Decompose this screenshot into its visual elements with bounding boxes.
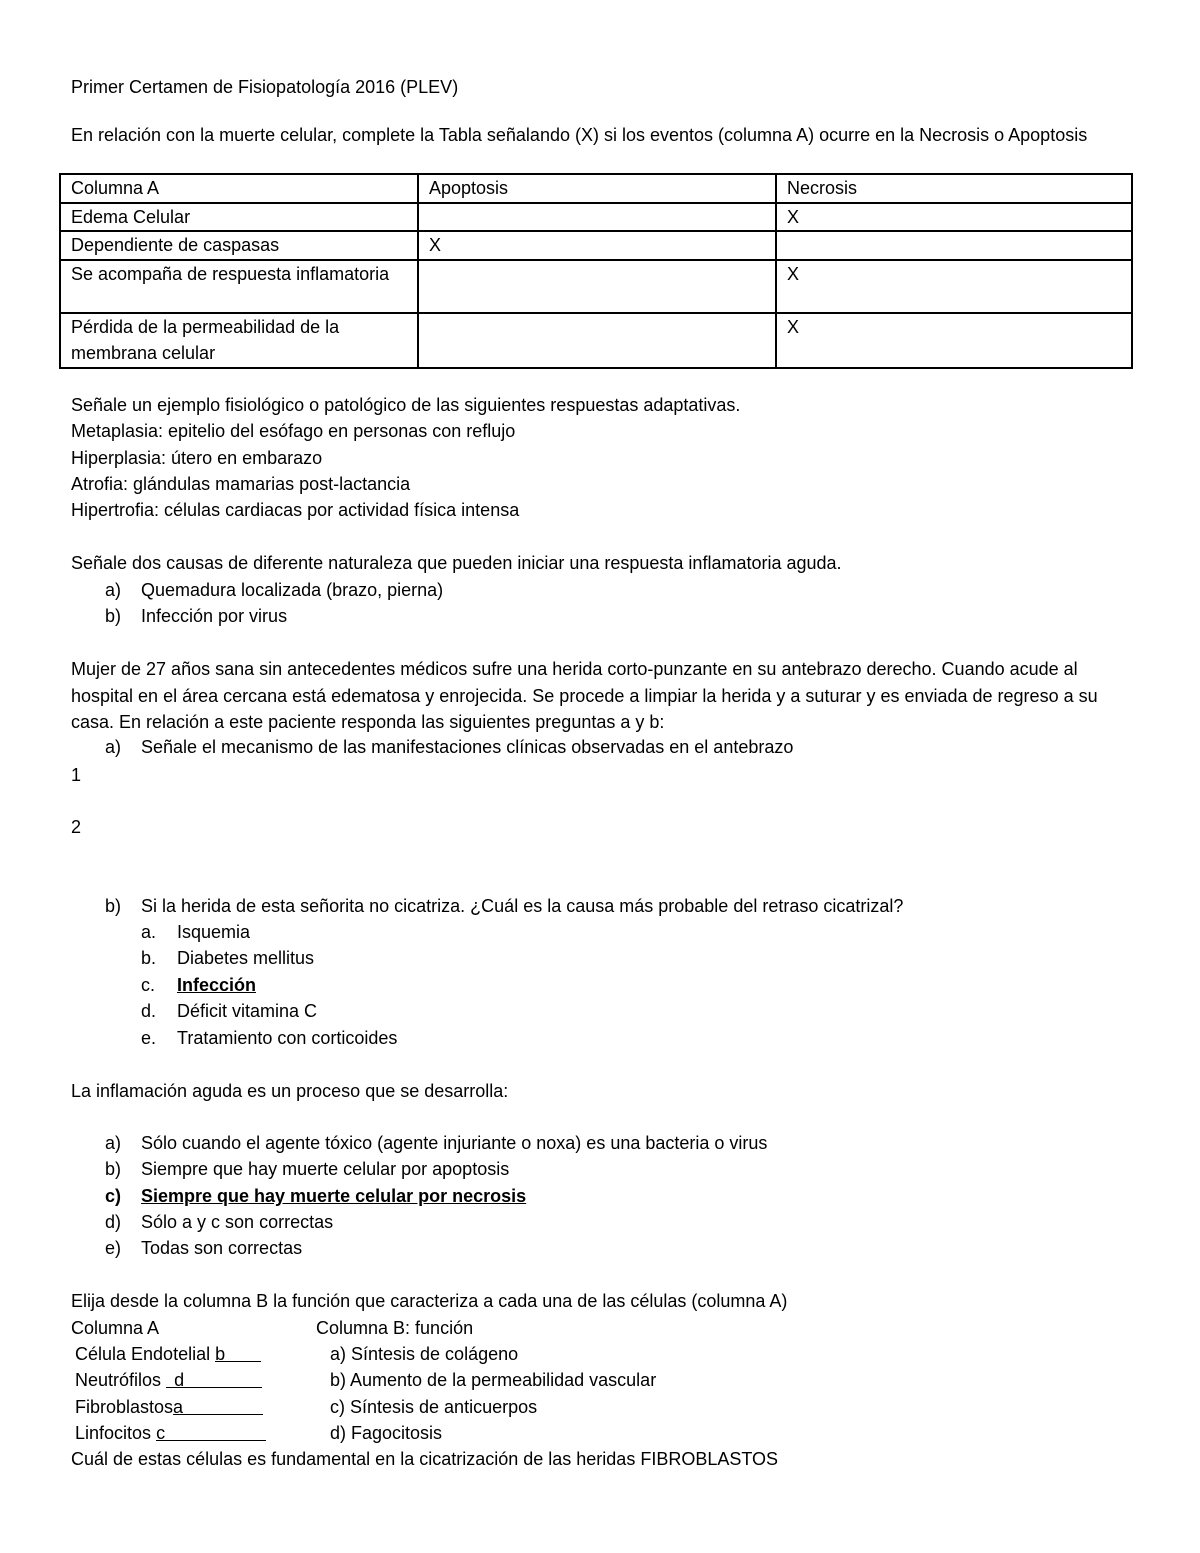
table-cell: X [776, 313, 1132, 368]
function-item: b) Aumento de la permeabilidad vascular [330, 1370, 657, 1390]
option-text: Sólo cuando el agente tóxico (agente injuriante o noxa) es una bacteria o virus [141, 1133, 768, 1153]
option-label: a. [141, 922, 157, 942]
q4a [105, 734, 793, 760]
table-row [60, 203, 1132, 232]
col-b-header: Columna B: función [316, 1318, 474, 1338]
col-a-header: Columna A [71, 1318, 160, 1338]
option-label: c. [141, 975, 156, 995]
option-label: e) [105, 1238, 122, 1258]
option-text: Diabetes mellitus [177, 948, 315, 968]
option-text: Infección [177, 975, 257, 995]
item-label: a) [105, 737, 122, 757]
table-cell [418, 260, 776, 313]
option-item [141, 1025, 397, 1051]
answer-text: b [215, 1344, 226, 1364]
cell-name: Célula Endotelial [75, 1344, 211, 1364]
answer-blank [156, 1420, 266, 1441]
table-cell [418, 203, 776, 232]
option-label: d) [105, 1212, 122, 1232]
table-row [60, 260, 1132, 313]
table-cell: Se acompaña de respuesta inflamatoria [60, 260, 418, 313]
item-text: Señale el mecanismo de las manifestaciones clínicas observadas en el antebrazo [141, 737, 794, 757]
item-label: b) [105, 896, 122, 916]
option-label: d. [141, 1001, 157, 1021]
table-row [60, 231, 1132, 260]
table-cell [418, 313, 776, 368]
cell-name: Fibroblastos [75, 1397, 174, 1417]
function-item: a) Síntesis de colágeno [330, 1344, 519, 1364]
answer-text: c [156, 1423, 166, 1443]
answer-blank [215, 1341, 261, 1362]
item-text: Si la herida de esta señorita no cicatriza. ¿Cuál es la causa más probable del retraso cicatrizal? [141, 896, 904, 916]
adaptation-line: Atrofia: glándulas mamarias post-lactancia [71, 474, 411, 494]
table-row [60, 313, 1132, 368]
q5-prompt: La inflamación aguda es un proceso que se desarrolla: [71, 1081, 509, 1101]
option-text: Déficit vitamina C [177, 1001, 318, 1021]
list-item [105, 577, 443, 603]
list-item [105, 603, 287, 629]
option-label: b) [105, 1159, 122, 1179]
q3-prompt: Señale dos causas de diferente naturaleza que pueden iniciar una respuesta inflamatoria aguda. [71, 553, 842, 573]
function-item: c) Síntesis de anticuerpos [330, 1397, 538, 1417]
option-label: b. [141, 948, 157, 968]
header-cell: Apoptosis [418, 174, 776, 203]
option-item [141, 998, 317, 1024]
item-text: Quemadura localizada (brazo, pierna) [141, 580, 444, 600]
answer-blank [166, 1367, 262, 1388]
option-item [141, 945, 314, 971]
cell-name: Neutrófilos [75, 1370, 162, 1390]
table-cell: X [776, 203, 1132, 232]
option-text: Tratamiento con corticoides [177, 1028, 398, 1048]
adaptation-line: Hipertrofia: células cardiacas por actividad física intensa [71, 500, 520, 520]
table-cell: X [776, 260, 1132, 313]
item-label: b) [105, 606, 122, 626]
option-item-selected [105, 1183, 526, 1209]
match-row [75, 1394, 263, 1420]
item-label: a) [105, 580, 122, 600]
option-item [105, 1156, 509, 1182]
option-item [141, 919, 250, 945]
option-text: Todas son correctas [141, 1238, 303, 1258]
q2-prompt: Señale un ejemplo fisiológico o patológico de las siguientes respuestas adaptativas. [71, 395, 741, 415]
match-row [75, 1420, 266, 1446]
table-cell: Pérdida de la permeabilidad de la membrana celular [60, 313, 418, 368]
option-label: c) [105, 1186, 122, 1206]
answer-text: a [173, 1397, 184, 1417]
exam-title: Primer Certamen de Fisiopatología 2016 (PLEV) [71, 77, 459, 97]
option-item-selected [141, 972, 256, 998]
option-item [105, 1130, 767, 1156]
function-item: d) Fagocitosis [330, 1423, 443, 1443]
answer-text: d [174, 1370, 185, 1390]
table-cell [776, 231, 1132, 260]
table-header-row [60, 174, 1132, 203]
match-row [75, 1367, 262, 1393]
q6-prompt: Elija desde la columna B la función que caracteriza a cada una de las células (columna A) [71, 1291, 788, 1311]
table-cell: Edema Celular [60, 203, 418, 232]
option-text: Isquemia [177, 922, 251, 942]
q1-prompt: En relación con la muerte celular, complete la Tabla señalando (X) si los eventos (columna A) ocurre en la Necrosis o Apoptosis [71, 125, 1088, 145]
adaptation-line: Metaplasia: epitelio del esófago en personas con reflujo [71, 421, 516, 441]
option-label: a) [105, 1133, 122, 1153]
answer-blank [173, 1394, 263, 1415]
q4b [105, 893, 903, 919]
adaptation-line: Hiperplasia: útero en embarazo [71, 448, 323, 468]
item-text: Infección por virus [141, 606, 288, 626]
header-cell: Columna A [60, 174, 418, 203]
q4-prompt: Mujer de 27 años sana sin antecedentes médicos sufre una herida corto-punzante en su antebrazo derecho. Cuando acude al hospital en el área cercana está edematosa y enrojecida. Se procede a limpiar la herida y a suturar y es enviada de regreso a su casa. En relación a este paciente responda las siguientes preguntas a y b: [71, 659, 1098, 732]
option-label: e. [141, 1028, 157, 1048]
table-cell: X [418, 231, 776, 260]
answer-2-label: 2 [71, 817, 82, 837]
option-text: Siempre que hay muerte celular por apoptosis [141, 1159, 510, 1179]
final-question: Cuál de estas células es fundamental en la cicatrización de las heridas FIBROBLASTOS [71, 1449, 779, 1469]
option-item [105, 1209, 333, 1235]
cell-name: Linfocitos [75, 1423, 152, 1443]
answer-1-label: 1 [71, 765, 82, 785]
death-table [59, 173, 1133, 369]
table-cell: Dependiente de caspasas [60, 231, 418, 260]
header-cell: Necrosis [776, 174, 1132, 203]
match-row [75, 1341, 261, 1367]
option-text: Siempre que hay muerte celular por necrosis [141, 1186, 527, 1206]
option-text: Sólo a y c son correctas [141, 1212, 334, 1232]
option-item [105, 1235, 302, 1261]
